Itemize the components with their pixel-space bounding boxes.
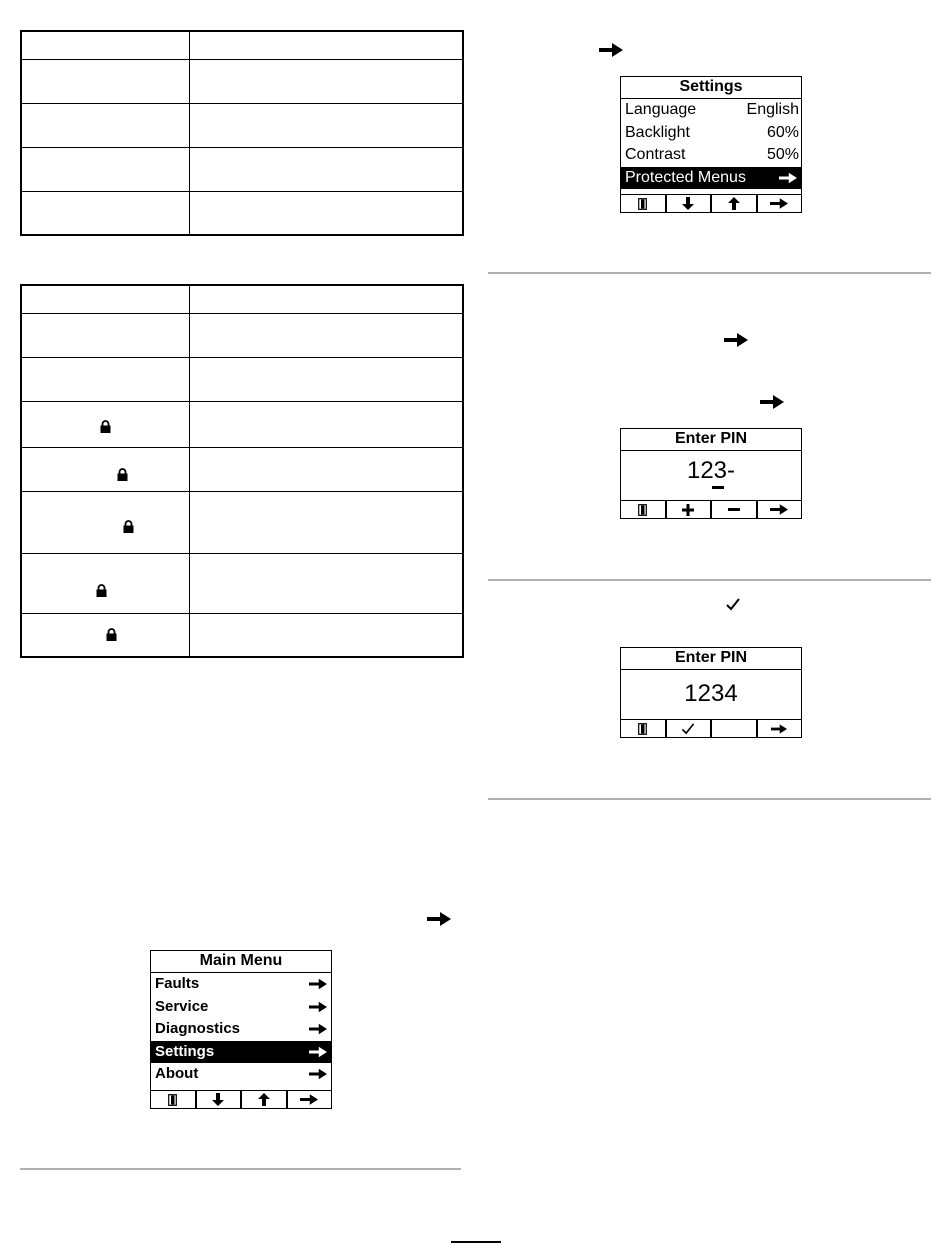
table-cell — [21, 31, 190, 59]
table-cell — [21, 103, 190, 147]
settings-item-language[interactable] — [621, 99, 801, 122]
exit-door-icon — [168, 1094, 177, 1106]
table-cell — [21, 147, 190, 191]
up-arrow-icon — [728, 197, 740, 210]
padlock-icon — [117, 468, 128, 481]
right-arrow-icon — [309, 1046, 327, 1058]
exit-door-icon — [638, 504, 647, 516]
down-button[interactable] — [197, 1091, 243, 1108]
up-button[interactable] — [712, 195, 758, 212]
exit-button[interactable] — [621, 720, 667, 737]
settings-screen — [620, 76, 802, 213]
table-cell — [21, 357, 190, 401]
table-cell — [21, 59, 190, 103]
settings-item-contrast[interactable] — [621, 144, 801, 167]
screen-title: Settings — [621, 77, 801, 99]
setting-label: Language — [625, 101, 697, 118]
menu-item-label: About — [155, 1065, 199, 1082]
table-cell — [21, 401, 190, 447]
table-cell — [190, 103, 464, 147]
table-cell — [21, 613, 190, 657]
menu-item-label: Service — [155, 997, 209, 1015]
setting-value: 60% — [766, 123, 799, 141]
settings-item-backlight[interactable] — [621, 122, 801, 145]
decrement-button[interactable] — [712, 501, 758, 518]
table-cell — [190, 31, 464, 59]
right-arrow-icon — [770, 504, 788, 515]
up-arrow-icon — [258, 1093, 270, 1106]
settings-item-protected-menus[interactable] — [621, 167, 801, 190]
table-cell — [190, 613, 464, 657]
exit-button[interactable] — [151, 1091, 197, 1108]
table-cell — [190, 191, 464, 235]
button-bar — [151, 1090, 331, 1108]
table-cell — [190, 357, 464, 401]
right-arrow-icon — [771, 724, 787, 734]
table-cell — [190, 491, 464, 553]
padlock-icon — [100, 420, 111, 433]
table-cell — [21, 491, 190, 553]
menu-table-1 — [20, 30, 464, 236]
table-cell — [190, 553, 464, 613]
screen-title: Enter PIN — [621, 648, 801, 670]
down-arrow-icon — [682, 197, 694, 210]
table-cell — [21, 313, 190, 357]
pin-cursor: - — [727, 457, 736, 484]
pin-digits: 123 — [686, 457, 728, 484]
down-arrow-icon — [212, 1093, 224, 1106]
table-cell — [21, 553, 190, 613]
table-cell — [190, 447, 464, 491]
table-cell — [190, 147, 464, 191]
right-arrow-icon — [300, 1094, 318, 1105]
next-button[interactable] — [288, 1091, 332, 1108]
down-button[interactable] — [667, 195, 713, 212]
table-cell — [21, 285, 190, 313]
next-button[interactable] — [758, 720, 802, 737]
right-arrow-icon — [309, 1068, 327, 1080]
pin-entry-screen — [620, 428, 802, 519]
setting-label: Protected Menus — [625, 168, 746, 186]
button-bar — [621, 194, 801, 212]
menu-item-service[interactable] — [151, 996, 331, 1019]
table-cell — [21, 447, 190, 491]
right-arrow-icon — [599, 43, 623, 57]
table-cell — [190, 285, 464, 313]
section-divider — [488, 798, 931, 800]
main-menu-screen — [150, 950, 332, 1109]
up-button[interactable] — [242, 1091, 288, 1108]
pin-confirm-screen — [620, 647, 802, 738]
button-bar — [621, 719, 801, 737]
exit-button[interactable] — [621, 195, 667, 212]
exit-door-icon — [638, 723, 647, 735]
right-arrow-icon — [779, 172, 797, 184]
right-arrow-icon — [770, 198, 788, 209]
menu-item-faults[interactable] — [151, 973, 331, 996]
menu-item-settings[interactable] — [151, 1041, 331, 1064]
exit-door-icon — [638, 198, 647, 210]
minus-icon — [728, 508, 740, 512]
setting-label: Contrast — [625, 146, 686, 163]
table-cell — [190, 401, 464, 447]
right-arrow-icon — [427, 912, 451, 926]
pin-value[interactable] — [621, 451, 801, 485]
right-arrow-icon — [724, 333, 748, 347]
screen-title: Enter PIN — [621, 429, 801, 451]
setting-value: 50% — [766, 146, 799, 163]
menu-item-label: Settings — [155, 1042, 215, 1060]
padlock-icon — [106, 628, 117, 641]
menu-item-label: Faults — [155, 975, 200, 992]
padlock-icon — [123, 520, 134, 533]
section-divider — [488, 579, 931, 581]
plus-icon — [682, 504, 694, 516]
page-footer-rule — [451, 1241, 501, 1243]
button-bar — [621, 500, 801, 518]
menu-item-diagnostics[interactable] — [151, 1018, 331, 1041]
section-divider — [20, 1168, 461, 1170]
pin-value[interactable]: 1234 — [684, 680, 738, 707]
exit-button[interactable] — [621, 501, 667, 518]
right-arrow-icon — [760, 395, 784, 409]
padlock-icon — [96, 584, 107, 597]
checkmark-icon — [726, 597, 740, 611]
next-button[interactable] — [758, 501, 802, 518]
confirm-button[interactable] — [667, 720, 713, 737]
setting-value: English — [746, 101, 799, 118]
table-cell — [190, 59, 464, 103]
setting-label: Backlight — [625, 123, 690, 141]
right-arrow-icon — [309, 1001, 327, 1013]
next-button[interactable] — [758, 195, 802, 212]
menu-item-about[interactable] — [151, 1063, 331, 1086]
table-cell — [21, 191, 190, 235]
right-arrow-icon — [309, 1023, 327, 1035]
menu-item-label: Diagnostics — [155, 1020, 241, 1037]
table-cell — [190, 313, 464, 357]
screen-title: Main Menu — [151, 951, 331, 973]
increment-button[interactable] — [667, 501, 713, 518]
blank-button[interactable] — [712, 720, 758, 737]
section-divider — [488, 272, 931, 274]
menu-table-2 — [20, 284, 464, 658]
checkmark-icon — [681, 722, 695, 735]
digit-underline — [712, 486, 724, 489]
right-arrow-icon — [309, 978, 327, 990]
